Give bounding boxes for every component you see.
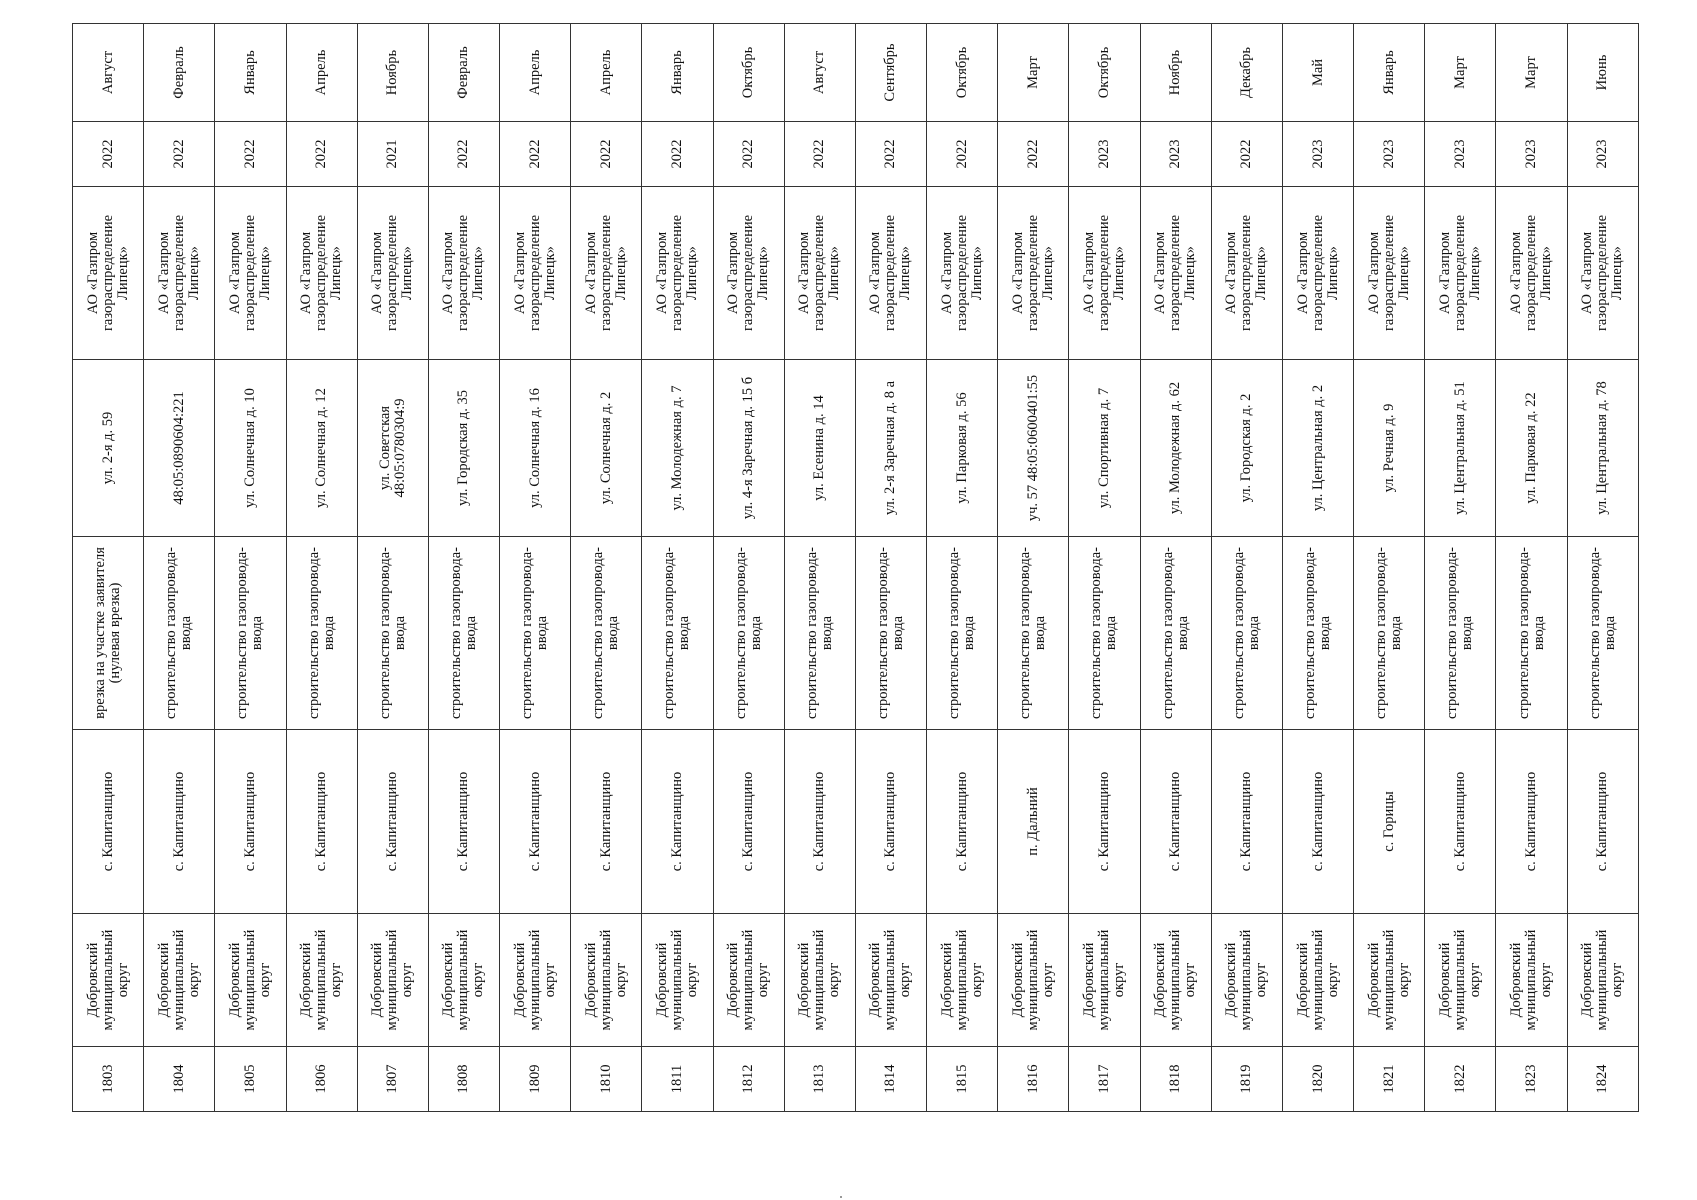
organization-cell: АО «Газпром газораспределение Липецк» bbox=[998, 187, 1069, 360]
district-cell: Добровский муниципальный округ bbox=[144, 914, 215, 1047]
district-cell: Добровский муниципальный округ bbox=[1496, 914, 1567, 1047]
month-cell: Октябрь bbox=[713, 24, 784, 122]
organization-cell: АО «Газпром газораспределение Липецк» bbox=[215, 187, 286, 360]
month-cell: Июнь bbox=[1567, 24, 1638, 122]
district-cell: Добровский муниципальный округ bbox=[784, 914, 855, 1047]
year-cell: 2022 bbox=[784, 122, 855, 187]
row-number: 1810 bbox=[571, 1047, 642, 1112]
month-cell: Февраль bbox=[144, 24, 215, 122]
row-number: 1820 bbox=[1282, 1047, 1353, 1112]
row-number: 1804 bbox=[144, 1047, 215, 1112]
address-cell: ул. Парковая д. 56 bbox=[927, 360, 998, 537]
district-cell: Добровский муниципальный округ bbox=[998, 914, 1069, 1047]
row-number: 1803 bbox=[73, 1047, 144, 1112]
address-cell: ул. Центральная д. 78 bbox=[1567, 360, 1638, 537]
month-cell: Август bbox=[784, 24, 855, 122]
row-number: 1816 bbox=[998, 1047, 1069, 1112]
year-cell: 2022 bbox=[500, 122, 571, 187]
table-row bbox=[1496, 24, 1567, 1112]
district-cell: Добровский муниципальный округ bbox=[428, 914, 499, 1047]
row-number: 1814 bbox=[855, 1047, 926, 1112]
settlement-cell: с. Капитанщино bbox=[1496, 730, 1567, 914]
address-cell: ул. Городская д. 2 bbox=[1211, 360, 1282, 537]
work-type-cell: строительство газопровода-ввода bbox=[855, 537, 926, 730]
address-cell: ул. Есенина д. 14 bbox=[784, 360, 855, 537]
work-type-cell: строительство газопровода-ввода bbox=[1425, 537, 1496, 730]
organization-cell: АО «Газпром газораспределение Липецк» bbox=[1211, 187, 1282, 360]
organization-cell: АО «Газпром газораспределение Липецк» bbox=[1567, 187, 1638, 360]
table-row bbox=[428, 24, 499, 1112]
settlement-cell: с. Капитанщино bbox=[927, 730, 998, 914]
settlement-cell: с. Капитанщино bbox=[1282, 730, 1353, 914]
settlement-cell: с. Капитанщино bbox=[73, 730, 144, 914]
settlement-cell: с. Капитанщино bbox=[428, 730, 499, 914]
organization-cell: АО «Газпром газораспределение Липецк» bbox=[927, 187, 998, 360]
year-cell: 2022 bbox=[215, 122, 286, 187]
settlement-cell: с. Капитанщино bbox=[713, 730, 784, 914]
settlement-cell: с. Капитанщино bbox=[215, 730, 286, 914]
organization-cell: АО «Газпром газораспределение Липецк» bbox=[1069, 187, 1140, 360]
work-type-cell: строительство газопровода-ввода bbox=[1496, 537, 1567, 730]
month-cell: Сентябрь bbox=[855, 24, 926, 122]
settlement-cell: с. Капитанщино bbox=[144, 730, 215, 914]
table-row bbox=[713, 24, 784, 1112]
district-cell: Добровский муниципальный округ bbox=[1140, 914, 1211, 1047]
month-cell: Март bbox=[1496, 24, 1567, 122]
address-cell: ул. Молодежная д. 7 bbox=[642, 360, 713, 537]
row-number: 1807 bbox=[357, 1047, 428, 1112]
settlement-cell: с. Капитанщино bbox=[1069, 730, 1140, 914]
scanned-page bbox=[72, 43, 1639, 1112]
table-row bbox=[571, 24, 642, 1112]
address-cell: ул. Солнечная д. 16 bbox=[500, 360, 571, 537]
settlement-cell: с. Капитанщино bbox=[1567, 730, 1638, 914]
organization-cell: АО «Газпром газораспределение Липецк» bbox=[500, 187, 571, 360]
organization-cell: АО «Газпром газораспределение Липецк» bbox=[571, 187, 642, 360]
year-cell: 2022 bbox=[713, 122, 784, 187]
month-cell: Январь bbox=[215, 24, 286, 122]
work-type-cell: врезка на участке заявителя (нулевая врезка) bbox=[73, 537, 144, 730]
table-row bbox=[642, 24, 713, 1112]
year-cell: 2022 bbox=[286, 122, 357, 187]
organization-cell: АО «Газпром газораспределение Липецк» bbox=[855, 187, 926, 360]
row-number: 1809 bbox=[500, 1047, 571, 1112]
year-cell: 2023 bbox=[1282, 122, 1353, 187]
row-number: 1815 bbox=[927, 1047, 998, 1112]
table-row bbox=[357, 24, 428, 1112]
row-number: 1819 bbox=[1211, 1047, 1282, 1112]
district-cell: Добровский муниципальный округ bbox=[1069, 914, 1140, 1047]
table-row bbox=[286, 24, 357, 1112]
work-type-cell: строительство газопровода-ввода bbox=[784, 537, 855, 730]
settlement-cell: с. Горицы bbox=[1354, 730, 1425, 914]
row-number: 1821 bbox=[1354, 1047, 1425, 1112]
organization-cell: АО «Газпром газораспределение Липецк» bbox=[73, 187, 144, 360]
address-cell: ул. Центральная д. 2 bbox=[1282, 360, 1353, 537]
work-type-cell: строительство газопровода-ввода bbox=[1069, 537, 1140, 730]
address-cell: ул. Спортивная д. 7 bbox=[1069, 360, 1140, 537]
year-cell: 2022 bbox=[998, 122, 1069, 187]
month-cell: Март bbox=[998, 24, 1069, 122]
table-row bbox=[1282, 24, 1353, 1112]
row-number: 1818 bbox=[1140, 1047, 1211, 1112]
district-cell: Добровский муниципальный округ bbox=[73, 914, 144, 1047]
organization-cell: АО «Газпром газораспределение Липецк» bbox=[642, 187, 713, 360]
district-cell: Добровский муниципальный округ bbox=[1211, 914, 1282, 1047]
work-type-cell: строительство газопровода-ввода bbox=[571, 537, 642, 730]
district-cell: Добровский муниципальный округ bbox=[500, 914, 571, 1047]
work-type-cell: строительство газопровода-ввода bbox=[1354, 537, 1425, 730]
settlement-cell: с. Капитанщино bbox=[571, 730, 642, 914]
settlement-cell: п. Дальний bbox=[998, 730, 1069, 914]
district-cell: Добровский муниципальный округ bbox=[713, 914, 784, 1047]
settlement-cell: с. Капитанщино bbox=[855, 730, 926, 914]
month-cell: Апрель bbox=[500, 24, 571, 122]
month-cell: Май bbox=[1282, 24, 1353, 122]
work-type-cell: строительство газопровода-ввода bbox=[215, 537, 286, 730]
settlement-cell: с. Капитанщино bbox=[286, 730, 357, 914]
work-type-cell: строительство газопровода-ввода bbox=[357, 537, 428, 730]
year-cell: 2022 bbox=[642, 122, 713, 187]
district-cell: Добровский муниципальный округ bbox=[1567, 914, 1638, 1047]
month-cell: Ноябрь bbox=[1140, 24, 1211, 122]
year-cell: 2023 bbox=[1496, 122, 1567, 187]
month-cell: Август bbox=[73, 24, 144, 122]
year-cell: 2022 bbox=[927, 122, 998, 187]
year-cell: 2021 bbox=[357, 122, 428, 187]
table-row bbox=[1425, 24, 1496, 1112]
table-row bbox=[215, 24, 286, 1112]
row-number: 1805 bbox=[215, 1047, 286, 1112]
settlement-cell: с. Капитанщино bbox=[357, 730, 428, 914]
work-type-cell: строительство газопровода-ввода bbox=[998, 537, 1069, 730]
gasification-register-table bbox=[72, 23, 1639, 1112]
table-row bbox=[1140, 24, 1211, 1112]
row-number: 1817 bbox=[1069, 1047, 1140, 1112]
table-row bbox=[144, 24, 215, 1112]
table-row bbox=[998, 24, 1069, 1112]
address-cell: уч. 57 48:05:0600401:55 bbox=[998, 360, 1069, 537]
organization-cell: АО «Газпром газораспределение Липецк» bbox=[1282, 187, 1353, 360]
month-cell: Март bbox=[1425, 24, 1496, 122]
organization-cell: АО «Газпром газораспределение Липецк» bbox=[428, 187, 499, 360]
settlement-cell: с. Капитанщино bbox=[1140, 730, 1211, 914]
organization-cell: АО «Газпром газораспределение Липецк» bbox=[1425, 187, 1496, 360]
year-cell: 2023 bbox=[1567, 122, 1638, 187]
year-cell: 2022 bbox=[73, 122, 144, 187]
address-cell: ул. 4-я Заречная д. 15 б bbox=[713, 360, 784, 537]
work-type-cell: строительство газопровода-ввода bbox=[713, 537, 784, 730]
settlement-cell: с. Капитанщино bbox=[642, 730, 713, 914]
district-cell: Добровский муниципальный округ bbox=[927, 914, 998, 1047]
month-cell: Апрель bbox=[571, 24, 642, 122]
organization-cell: АО «Газпром газораспределение Липецк» bbox=[713, 187, 784, 360]
work-type-cell: строительство газопровода-ввода bbox=[144, 537, 215, 730]
organization-cell: АО «Газпром газораспределение Липецк» bbox=[1140, 187, 1211, 360]
month-cell: Январь bbox=[642, 24, 713, 122]
year-cell: 2023 bbox=[1425, 122, 1496, 187]
organization-cell: АО «Газпром газораспределение Липецк» bbox=[784, 187, 855, 360]
address-cell: ул. 2-я Заречная д. 8 а bbox=[855, 360, 926, 537]
row-number: 1811 bbox=[642, 1047, 713, 1112]
year-cell: 2022 bbox=[1211, 122, 1282, 187]
year-cell: 2023 bbox=[1140, 122, 1211, 187]
settlement-cell: с. Капитанщино bbox=[500, 730, 571, 914]
address-cell: ул. Парковая д. 22 bbox=[1496, 360, 1567, 537]
table-row bbox=[1354, 24, 1425, 1112]
row-number: 1822 bbox=[1425, 1047, 1496, 1112]
organization-cell: АО «Газпром газораспределение Липецк» bbox=[1354, 187, 1425, 360]
row-number: 1813 bbox=[784, 1047, 855, 1112]
year-cell: 2022 bbox=[428, 122, 499, 187]
district-cell: Добровский муниципальный округ bbox=[215, 914, 286, 1047]
table-row bbox=[927, 24, 998, 1112]
district-cell: Добровский муниципальный округ bbox=[1425, 914, 1496, 1047]
year-cell: 2022 bbox=[571, 122, 642, 187]
table-row bbox=[1069, 24, 1140, 1112]
district-cell: Добровский муниципальный округ bbox=[1282, 914, 1353, 1047]
month-cell: Октябрь bbox=[1069, 24, 1140, 122]
address-cell: ул. Советская 48:05:0780304:9 bbox=[357, 360, 428, 537]
address-cell: ул. 2-я д. 59 bbox=[73, 360, 144, 537]
rotated-table-container bbox=[72, 43, 1639, 1112]
table-row bbox=[1567, 24, 1638, 1112]
organization-cell: АО «Газпром газораспределение Липецк» bbox=[286, 187, 357, 360]
year-cell: 2023 bbox=[1069, 122, 1140, 187]
row-number: 1806 bbox=[286, 1047, 357, 1112]
work-type-cell: строительство газопровода-ввода bbox=[1282, 537, 1353, 730]
year-cell: 2023 bbox=[1354, 122, 1425, 187]
month-cell: Ноябрь bbox=[357, 24, 428, 122]
work-type-cell: строительство газопровода-ввода bbox=[1211, 537, 1282, 730]
settlement-cell: с. Капитанщино bbox=[1211, 730, 1282, 914]
row-number: 1812 bbox=[713, 1047, 784, 1112]
address-cell: ул. Солнечная д. 2 bbox=[571, 360, 642, 537]
organization-cell: АО «Газпром газораспределение Липецк» bbox=[357, 187, 428, 360]
table-row bbox=[784, 24, 855, 1112]
work-type-cell: строительство газопровода-ввода bbox=[428, 537, 499, 730]
district-cell: Добровский муниципальный округ bbox=[1354, 914, 1425, 1047]
row-number: 1824 bbox=[1567, 1047, 1638, 1112]
work-type-cell: строительство газопровода-ввода bbox=[1140, 537, 1211, 730]
address-cell: 48:05:0890604:221 bbox=[144, 360, 215, 537]
table-row bbox=[855, 24, 926, 1112]
work-type-cell: строительство газопровода-ввода bbox=[286, 537, 357, 730]
address-cell: ул. Центральная д. 51 bbox=[1425, 360, 1496, 537]
address-cell: ул. Речная д. 9 bbox=[1354, 360, 1425, 537]
row-number: 1808 bbox=[428, 1047, 499, 1112]
organization-cell: АО «Газпром газораспределение Липецк» bbox=[144, 187, 215, 360]
work-type-cell: строительство газопровода-ввода bbox=[500, 537, 571, 730]
district-cell: Добровский муниципальный округ bbox=[286, 914, 357, 1047]
district-cell: Добровский муниципальный округ bbox=[642, 914, 713, 1047]
month-cell: Январь bbox=[1354, 24, 1425, 122]
work-type-cell: строительство газопровода-ввода bbox=[1567, 537, 1638, 730]
month-cell: Октябрь bbox=[927, 24, 998, 122]
table-row bbox=[73, 24, 144, 1112]
scan-speck bbox=[840, 1196, 842, 1198]
table-row bbox=[500, 24, 571, 1112]
work-type-cell: строительство газопровода-ввода bbox=[927, 537, 998, 730]
address-cell: ул. Городская д. 35 bbox=[428, 360, 499, 537]
row-number: 1823 bbox=[1496, 1047, 1567, 1112]
work-type-cell: строительство газопровода-ввода bbox=[642, 537, 713, 730]
district-cell: Добровский муниципальный округ bbox=[571, 914, 642, 1047]
month-cell: Февраль bbox=[428, 24, 499, 122]
table-body bbox=[73, 24, 1639, 1112]
settlement-cell: с. Капитанщино bbox=[1425, 730, 1496, 914]
address-cell: ул. Солнечная д. 12 bbox=[286, 360, 357, 537]
district-cell: Добровский муниципальный округ bbox=[855, 914, 926, 1047]
month-cell: Декабрь bbox=[1211, 24, 1282, 122]
year-cell: 2022 bbox=[144, 122, 215, 187]
settlement-cell: с. Капитанщино bbox=[784, 730, 855, 914]
month-cell: Апрель bbox=[286, 24, 357, 122]
year-cell: 2022 bbox=[855, 122, 926, 187]
organization-cell: АО «Газпром газораспределение Липецк» bbox=[1496, 187, 1567, 360]
address-cell: ул. Молодежная д. 62 bbox=[1140, 360, 1211, 537]
table-row bbox=[1211, 24, 1282, 1112]
district-cell: Добровский муниципальный округ bbox=[357, 914, 428, 1047]
address-cell: ул. Солнечная д. 10 bbox=[215, 360, 286, 537]
